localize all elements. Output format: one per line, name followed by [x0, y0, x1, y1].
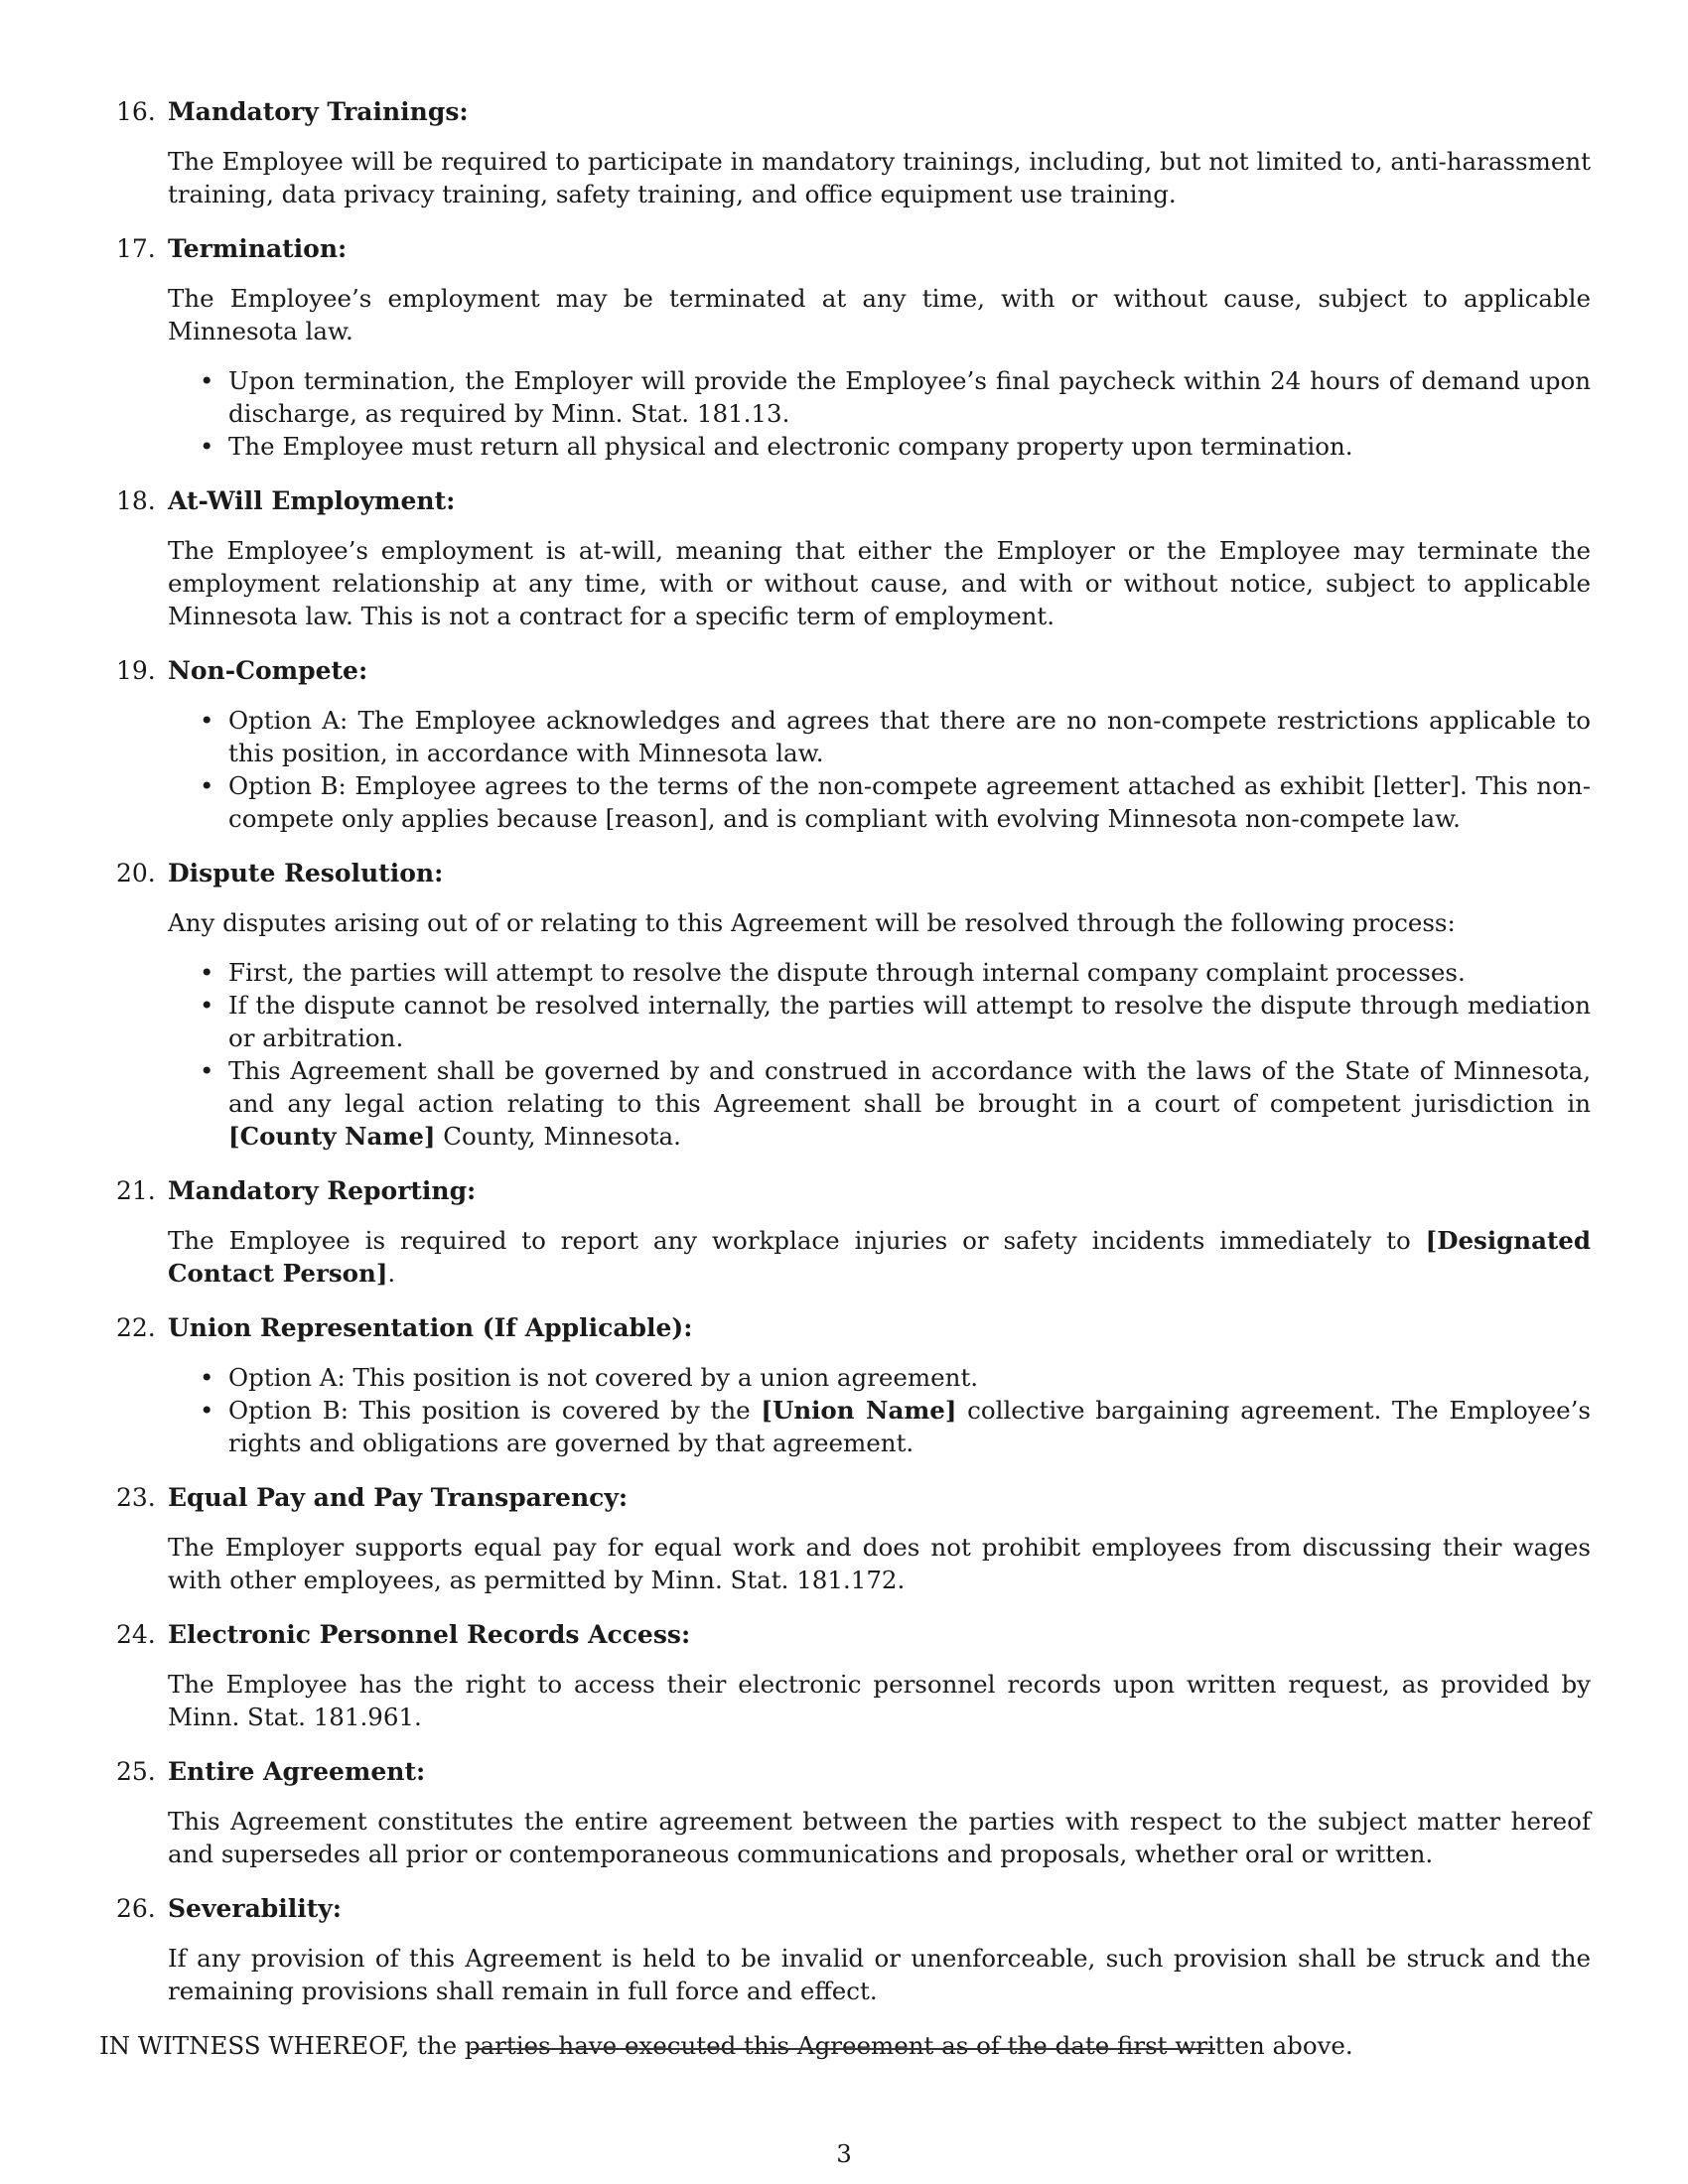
section-18-at-will-employment: [99, 484, 1591, 632]
section-24-personnel-records: [99, 1618, 1591, 1733]
section-20-dispute-resolution: [99, 857, 1591, 1153]
section-number: 24.: [116, 1620, 156, 1649]
bullet-icon: •: [200, 771, 214, 800]
bullet-icon: •: [200, 366, 214, 395]
agreement-body: [99, 95, 1591, 2062]
bullet-list: [168, 364, 1591, 463]
list-item-text: County, Minnesota.: [435, 1122, 681, 1151]
section-paragraph: The Employee’s employment is at-will, meaning that either the Employer or the Employee may terminate the employment relationship at any time, with or without cause, and with or without notice, subject to applicable Minnesota law. This is not a contract for a specific term of employment.: [168, 536, 1591, 630]
section-paragraph: If any provision of this Agreement is held to be invalid or unenforceable, such provision shall be struck and the remaining provisions shall remain in full force and effect.: [168, 1944, 1591, 2005]
witness-clause: IN WITNESS WHEREOF, the parties have executed this Agreement as of the date first written above.: [99, 2031, 1353, 2060]
section-number: 20.: [116, 859, 156, 887]
section-22-union-representation: [99, 1311, 1591, 1459]
section-title: Union Representation (If Applicable):: [168, 1313, 693, 1342]
bullet-icon: •: [200, 1363, 214, 1392]
section-title: Entire Agreement:: [168, 1757, 426, 1786]
list-item-text: First, the parties will attempt to resolve the dispute through internal company complaint processes.: [228, 958, 1466, 987]
designated-contact-placeholder: [Designated Contact Person]: [168, 1226, 1591, 1288]
list-item-text: Option A: The Employee acknowledges and agrees that there are no non-compete restrictions applicable to this position, in accordance with Minnesota law.: [228, 706, 1591, 767]
section-title: Severability:: [168, 1894, 343, 1923]
section-number: 19.: [116, 656, 156, 685]
section-paragraph: Any disputes arising out of or relating to this Agreement will be resolved through the following process:: [168, 908, 1456, 937]
section-paragraph: The Employee’s employment may be terminated at any time, with or without cause, subject to applicable Minnesota law.: [168, 284, 1591, 345]
bullet-icon: •: [200, 1056, 214, 1085]
union-name-placeholder: [Union Name]: [761, 1396, 957, 1425]
bullet-icon: •: [200, 706, 214, 735]
list-item: [168, 989, 1591, 1054]
section-title: Equal Pay and Pay Transparency:: [168, 1483, 629, 1512]
section-number: 18.: [116, 486, 156, 515]
bullet-list: [168, 956, 1591, 1153]
list-item: [168, 430, 1591, 463]
list-item-text: Option B: This position is covered by the: [228, 1396, 762, 1425]
section-title: Mandatory Trainings:: [168, 97, 469, 126]
signature-line: [471, 2048, 1215, 2050]
paragraph-text: The Employee is required to report any workplace injuries or safety incidents immediately to: [168, 1226, 1426, 1255]
bullet-icon: •: [200, 958, 214, 987]
bullet-list: [168, 704, 1591, 835]
section-title: Mandatory Reporting:: [168, 1176, 477, 1205]
section-21-mandatory-reporting: [99, 1174, 1591, 1290]
section-paragraph: The Employer supports equal pay for equal work and does not prohibit employees from discussing their wages with other employees, as permitted by Minn. Stat. 181.172.: [168, 1533, 1591, 1594]
list-item-text: If the dispute cannot be resolved internally, the parties will attempt to resolve the dispute through mediation or arbitration.: [228, 991, 1591, 1052]
section-number: 23.: [116, 1483, 156, 1512]
section-paragraph: [168, 1224, 1591, 1290]
list-item-text: Option A: This position is not covered by a union agreement.: [228, 1363, 979, 1392]
section-17-termination: [99, 232, 1591, 463]
list-item: [168, 1361, 1591, 1394]
list-item-text: This Agreement shall be governed by and construed in accordance with the laws of the State of Minnesota, and any legal action relating to this Agreement shall be brought in a court of competent jurisdiction in: [228, 1056, 1591, 1118]
section-23-equal-pay: [99, 1481, 1591, 1596]
list-item: [168, 1394, 1591, 1459]
section-paragraph: The Employee has the right to access their electronic personnel records upon written request, as provided by Minn. Stat. 181.961.: [168, 1670, 1591, 1731]
section-title: Termination:: [168, 234, 348, 263]
list-item: [168, 956, 1591, 989]
section-25-entire-agreement: [99, 1755, 1591, 1870]
section-title: Non-Compete:: [168, 656, 368, 685]
section-number: 16.: [116, 97, 156, 126]
section-paragraph: This Agreement constitutes the entire agreement between the parties with respect to the subject matter hereof and supersedes all prior or contemporaneous communications and proposals, whether oral or written.: [168, 1807, 1591, 1868]
list-item-text: Option B: Employee agrees to the terms of the non-compete agreement attached as exhibit [letter]. This non-compete only applies because [reason], and is compliant with evolving Minnesota non-compete law.: [228, 771, 1591, 833]
section-number: 17.: [116, 234, 156, 263]
county-name-placeholder: [County Name]: [228, 1122, 436, 1151]
section-number: 22.: [116, 1313, 156, 1342]
section-title: At-Will Employment:: [168, 486, 456, 515]
section-title: Dispute Resolution:: [168, 859, 444, 887]
section-number: 25.: [116, 1757, 156, 1786]
section-19-non-compete: [99, 654, 1591, 835]
bullet-list: [168, 1361, 1591, 1459]
list-item: [168, 769, 1591, 835]
bullet-icon: •: [200, 432, 214, 461]
bullet-icon: •: [200, 991, 214, 1020]
bullet-icon: •: [200, 1396, 214, 1425]
section-16-mandatory-trainings: [99, 95, 1591, 210]
list-item-text: Upon termination, the Employer will provide the Employee’s final paycheck within 24 hours of demand upon discharge, as required by Minn. Stat. 181.13.: [228, 366, 1591, 428]
section-paragraph: The Employee will be required to participate in mandatory trainings, including, but not limited to, anti-harassment training, data privacy training, safety training, and office equipment use training.: [168, 147, 1591, 208]
section-title: Electronic Personnel Records Access:: [168, 1620, 691, 1649]
section-number: 21.: [116, 1176, 156, 1205]
list-item: [168, 1054, 1591, 1153]
list-item-text: collective bargaining agreement. The Employee’s rights and obligations are governed by that agreement.: [228, 1396, 1591, 1457]
section-26-severability: [99, 1892, 1591, 2007]
list-item: [168, 704, 1591, 769]
page-number: 3: [836, 2139, 852, 2168]
list-item-text: The Employee must return all physical and electronic company property upon termination.: [228, 432, 1353, 461]
section-number: 26.: [116, 1894, 156, 1923]
list-item: [168, 364, 1591, 430]
paragraph-text: .: [387, 1259, 396, 1288]
